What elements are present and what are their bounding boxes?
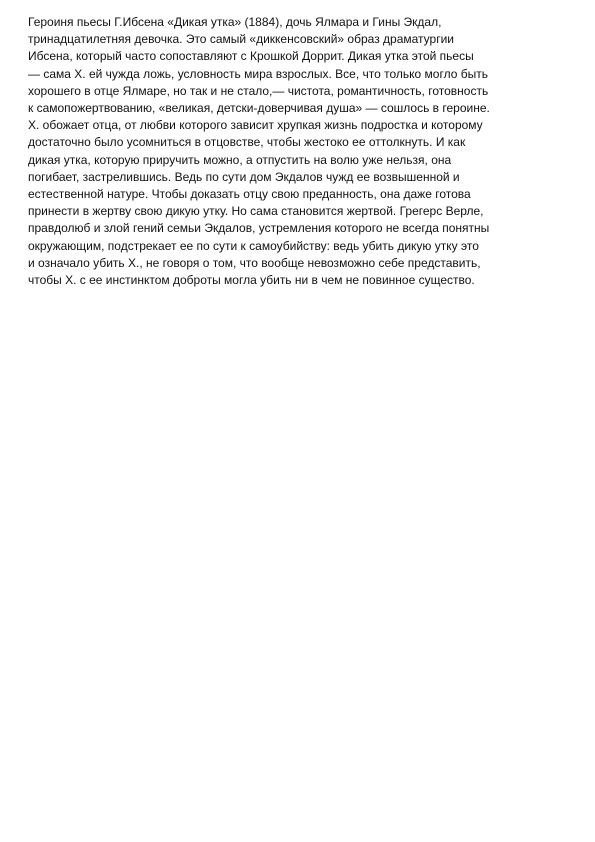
text-line: естественной натуре. Чтобы доказать отцу свою преданность, она даже готова [28,187,471,202]
body-paragraph [28,14,568,289]
text-line: — сама Х. ей чужда ложь, условность мира взрослых. Все, что только могло быть [28,66,488,81]
text-line: погибает, застрелившись. Ведь по сути дом Экдалов чужд ее возвышенной и [28,169,460,184]
text-line: окружающим, подстрекает ее по сути к самоубийству: ведь убить дикую утку это [28,238,479,253]
text-line: чтобы Х. с ее инстинктом доброты могла убить ни в чем не повинное существо. [28,273,475,288]
text-line: Героиня пьесы Г.Ибсена «Дикая утка» (1884), дочь Ялмара и Гины Экдал, [28,15,442,29]
text-line: Х. обожает отца, от любви которого зависит хрупкая жизнь подростка и которому [28,118,483,133]
text-line: достаточно было усомниться в отцовстве, чтобы жестоко ее оттолкнуть. И как [28,135,466,150]
text-line: принести в жертву свою дикую утку. Но сама становится жертвой. Грегерс Верле, [28,204,484,219]
text-line: Ибсена, который часто сопоставляют с Крошкой Доррит. Дикая утка этой пьесы [28,49,474,64]
text-line: правдолюб и злой гений семьи Экдалов, устремления которого не всегда понятны [28,221,490,236]
text-line: к самопожертвованию, «великая, детски-доверчивая душа» — сошлось в героине. [28,101,490,116]
text-line: и означало убить Х., не говоря о том, что вообще невозможно себе представить, [28,255,481,270]
text-line: дикая утка, которую приручить можно, а отпустить на волю уже нельзя, она [28,152,452,167]
text-line: хорошего в отце Ялмаре, но так и не стало,— чистота, романтичность, готовность [28,83,489,98]
text-line: тринадцатилетняя девочка. Это самый «диккенсовский» образ драматургии [28,32,454,47]
